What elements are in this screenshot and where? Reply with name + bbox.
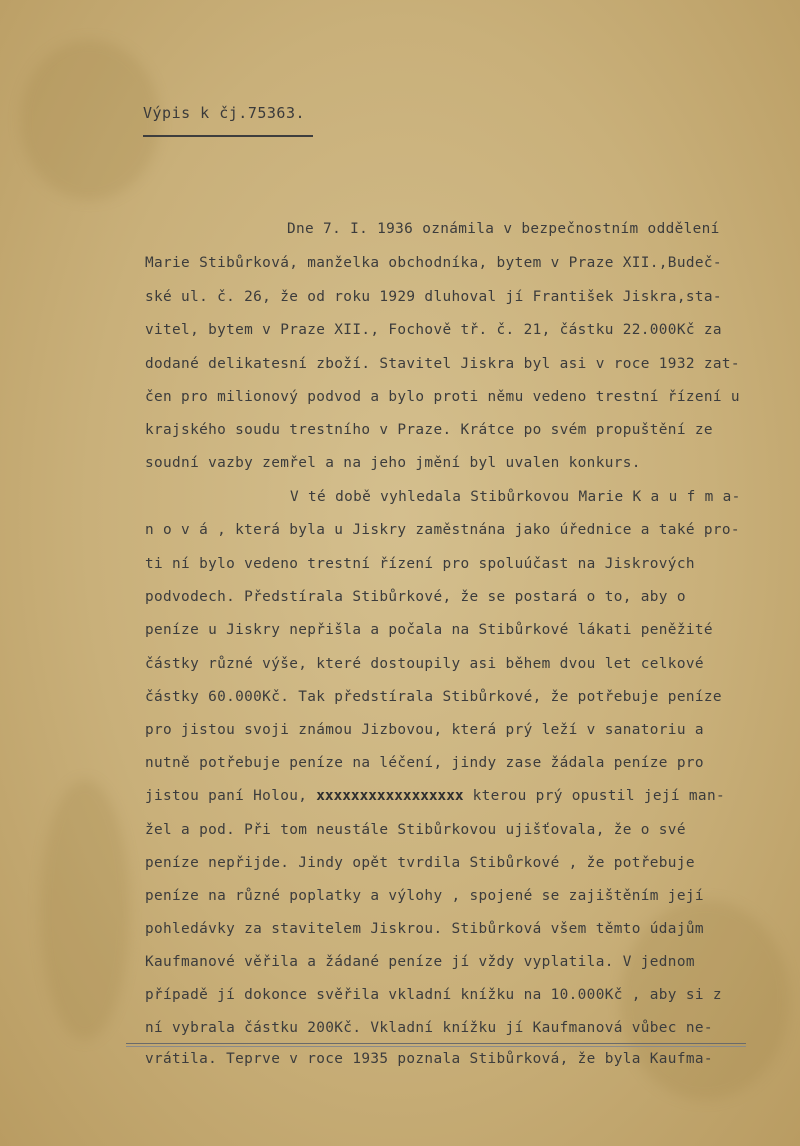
bottom-rule [126,1046,746,1047]
text-line: částky různé výše, které dostoupily asi během dvou let celkové [145,656,704,672]
text-line: čen pro milionový podvod a bylo proti němu vedeno trestní řízení u [145,389,740,405]
text-line: Dne 7. I. 1936 oznámila v bezpečnostním oddělení [287,221,720,237]
bottom-rule [126,1043,746,1044]
text-line: V té době vyhledala Stibůrkovou Marie K a u f m a- [290,489,741,505]
text-line: krajského soudu trestního v Praze. Krátce po svém propuštění ze [145,422,713,438]
text-segment: kterou prý opustil její man- [472,788,725,804]
text-line: Kaufmanové věřila a žádané peníze jí vždy vyplatila. V jednom [145,954,695,970]
text-line: vitel, bytem v Praze XII., Fochově tř. č. 21, částku 22.000Kč za [145,322,722,338]
text-line: ti ní bylo vedeno trestní řízení pro spoluúčast na Jiskrových [145,556,695,572]
text-line: vrátila. Teprve v roce 1935 poznala Stibůrková, že byla Kaufma- [145,1051,713,1067]
text-line: Marie Stibůrková, manželka obchodníka, bytem v Praze XII.,Budeč- [145,255,722,271]
text-line: peníze nepřijde. Jindy opět tvrdila Stibůrkové , že potřebuje [145,855,695,871]
document-heading: Výpis k čj.75363. [143,104,306,122]
text-line: ské ul. č. 26, že od roku 1929 dluhoval jí František Jiskra,sta- [145,289,722,305]
paper-stain [40,780,130,1040]
text-line: pohledávky za stavitelem Jiskrou. Stibůrková všem těmto údajům [145,921,704,937]
text-line [145,788,725,804]
text-line: ní vybrala částku 200Kč. Vkladní knížku jí Kaufmanová vůbec ne- [145,1020,713,1036]
heading-underline [143,135,313,137]
text-line: podvodech. Předstírala Stibůrkové, že se postará o to, aby o [145,589,686,605]
text-line: peníze u Jiskry nepřišla a počala na Stibůrkové lákati peněžité [145,622,713,638]
paper-stain [20,40,160,200]
text-line: případě jí dokonce svěřila vkladní knížku na 10.000Kč , aby si z [145,987,722,1003]
text-line: žel a pod. Při tom neustále Stibůrkovou ujišťovala, že o své [145,822,686,838]
text-line: peníze na různé poplatky a výlohy , spojené se zajištěním její [145,888,704,904]
text-line: n o v á , která byla u Jiskry zaměstnána jako úřednice a také pro- [145,522,740,538]
struck-out-text: xxxxxxxxxxxxxxxxx [316,788,464,804]
text-line: částky 60.000Kč. Tak předstírala Stibůrkové, že potřebuje peníze [145,689,722,705]
text-line: pro jistou svoji známou Jizbovou, která prý leží v sanatoriu a [145,722,704,738]
text-line: soudní vazby zemřel a na jeho jmění byl uvalen konkurs. [145,455,641,471]
text-segment: jistou paní Holou, [145,788,308,804]
text-line: nutně potřebuje peníze na léčení, jindy zase žádala peníze pro [145,755,704,771]
text-line: dodané delikatesní zboží. Stavitel Jiskra byl asi v roce 1932 zat- [145,356,740,372]
